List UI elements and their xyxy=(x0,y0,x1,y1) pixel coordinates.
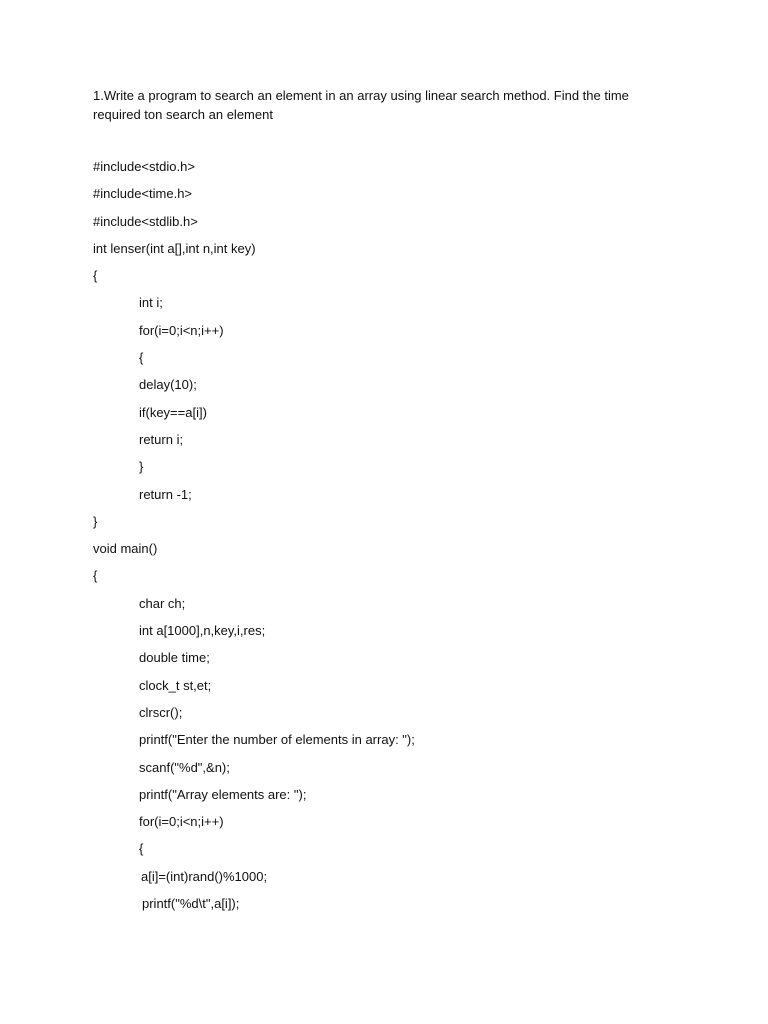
code-line: int i; xyxy=(139,295,163,311)
code-line: #include<time.h> xyxy=(93,186,193,202)
code-line: if(key==a[i]) xyxy=(139,404,207,420)
code-line: } xyxy=(139,459,144,475)
code-line: char ch; xyxy=(139,595,186,611)
code-line: { xyxy=(139,841,144,857)
code-line: return -1; xyxy=(139,486,192,502)
code-listing xyxy=(93,157,713,921)
code-line: delay(10); xyxy=(139,377,197,393)
code-line: a[i]=(int)rand()%1000; xyxy=(141,868,268,884)
code-line: double time; xyxy=(139,650,210,666)
code-line: } xyxy=(93,513,98,529)
code-line: for(i=0;i<n;i++) xyxy=(139,322,224,338)
code-line: { xyxy=(93,268,98,284)
code-line: clrscr(); xyxy=(139,704,183,720)
code-line: #include<stdio.h> xyxy=(93,159,195,174)
code-line: { xyxy=(93,568,98,584)
code-line: int lenser(int a[],int n,int key) xyxy=(93,240,256,256)
question-text xyxy=(93,86,693,124)
code-line: printf("Array elements are: "); xyxy=(139,786,307,802)
code-line: printf("%d\t",a[i]); xyxy=(142,896,240,912)
code-line: { xyxy=(139,350,144,366)
code-line: int a[1000],n,key,i,res; xyxy=(139,623,266,639)
code-line: printf("Enter the number of elements in array: "); xyxy=(139,732,415,748)
code-line: #include<stdlib.h> xyxy=(93,213,198,229)
code-line: for(i=0;i<n;i++) xyxy=(139,814,224,830)
code-line: return i; xyxy=(139,431,184,447)
code-line: clock_t st,et; xyxy=(139,677,212,693)
question-line-2: required ton search an element xyxy=(93,107,273,122)
question-line-1: 1.Write a program to search an element in an array using linear search method. Find the time xyxy=(93,88,629,103)
code-line: scanf("%d",&n); xyxy=(139,759,230,775)
code-line: void main() xyxy=(93,541,158,557)
